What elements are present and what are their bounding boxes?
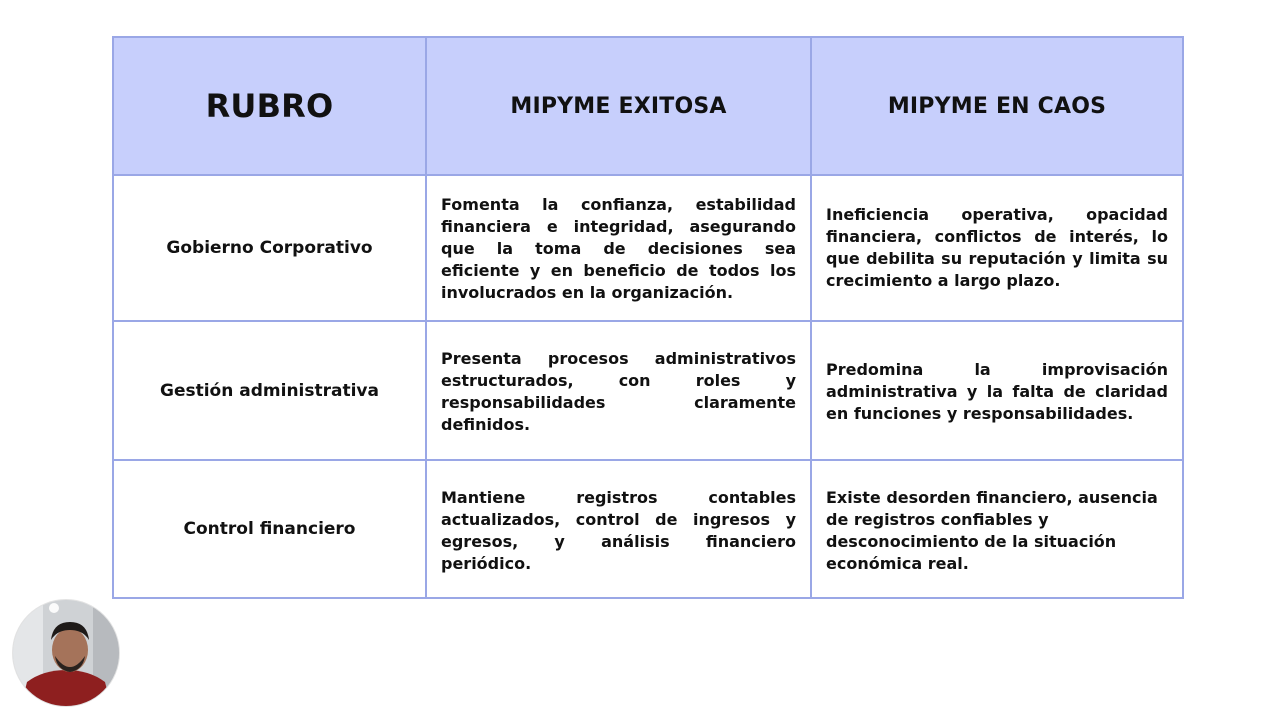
header-mipyme-en-caos: MIPYME EN CAOS: [811, 37, 1183, 175]
presenter-webcam: [13, 600, 119, 706]
presenter-avatar: [13, 600, 119, 706]
table-row: [113, 321, 1183, 460]
table-row: [113, 175, 1183, 321]
comparison-table: [112, 36, 1184, 599]
caos-cell: Existe desorden financiero, ausencia de registros confiables y desconocimiento de la situación económica real.: [811, 460, 1183, 598]
caos-cell: Ineficiencia operativa, opacidad financiera, conflictos de interés, lo que debilita su reputación y limita su crecimiento a largo plazo.: [811, 175, 1183, 321]
exitosa-cell: Mantiene registros contables actualizados, control de ingresos y egresos, y análisis financiero periódico.: [426, 460, 811, 598]
table-header-row: [113, 37, 1183, 175]
exitosa-cell: Presenta procesos administrativos estructurados, con roles y responsabilidades claramente definidos.: [426, 321, 811, 460]
header-mipyme-exitosa: MIPYME EXITOSA: [426, 37, 811, 175]
rubro-cell: Gobierno Corporativo: [113, 175, 426, 321]
table-row: [113, 460, 1183, 598]
caos-cell: Predomina la improvisación administrativa y la falta de claridad en funciones y responsabilidades.: [811, 321, 1183, 460]
rubro-cell: Gestión administrativa: [113, 321, 426, 460]
exitosa-cell: Fomenta la confianza, estabilidad financiera e integridad, asegurando que la toma de decisiones sea eficiente y en beneficio de todos los involucrados en la organización.: [426, 175, 811, 321]
rubro-cell: Control financiero: [113, 460, 426, 598]
header-rubro: RUBRO: [113, 37, 426, 175]
